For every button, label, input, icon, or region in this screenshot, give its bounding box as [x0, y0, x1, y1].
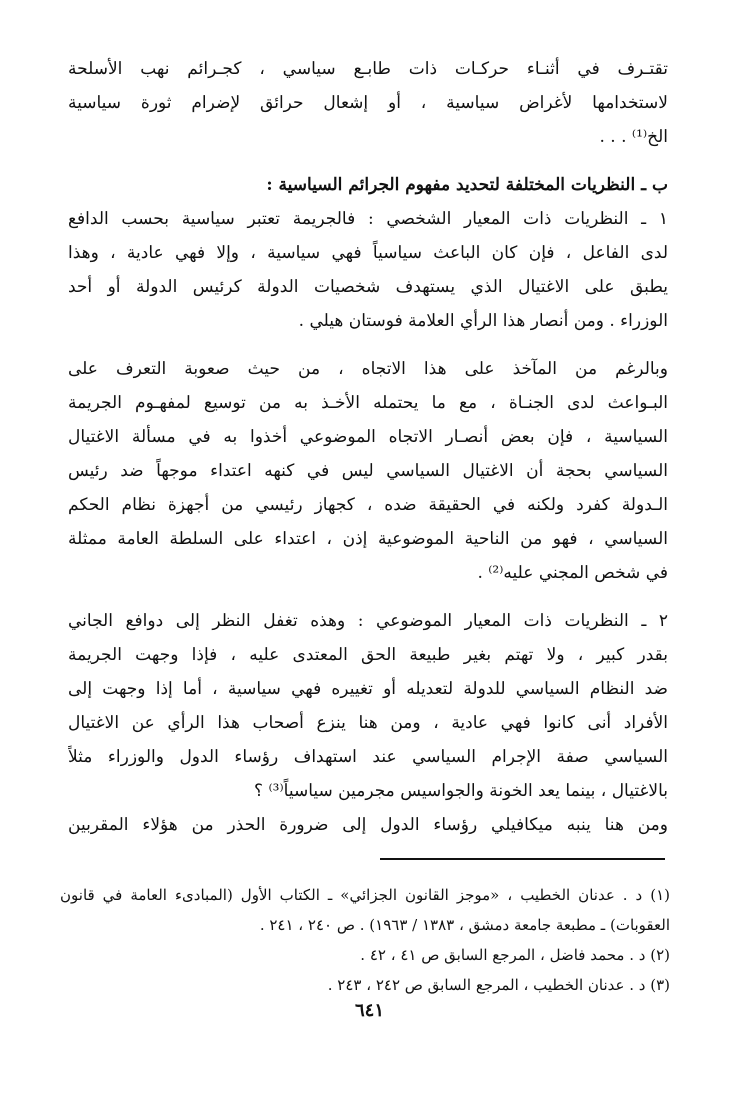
text-line: يطبق على الاغتيال الذي يستهدف شخصيات الدولة كرئيس الدولة أو أحد — [68, 277, 668, 297]
text-line: الوزراء . ومن أنصار هذا الرأي العلامة فوستان هيلي . — [298, 311, 668, 331]
footnote-line: العقوبات) ـ مطبعة جامعة دمشق ، ١٣٨٣ / ١٩٦٣) . ص ٢٤٠ ، ٢٤١ . — [259, 916, 670, 934]
text-line: السياسي بحجة أن الاغتيال السياسي ليس في كنهه اعتداء موجهاً ضد رئيس — [68, 461, 668, 481]
text-line: لدى الفاعل ، فإن كان الباعث سياسياً فهي سياسية ، وإلا فهي عادية ، وهذا — [68, 243, 668, 263]
intro-paragraph — [68, 52, 668, 154]
text-line: السياسي صفة الإجرام السياسي عند استهداف رؤساء الدول والوزراء مثلاً — [68, 747, 668, 767]
main-text — [68, 52, 668, 842]
text-line: الـدولة كفرد ولكنه في الحقيقة ضده ، كجهاز رئيسي من أجهزة نظام الحكم — [68, 495, 668, 515]
text-line: البـواعث لدى الجنـاة ، مع ما يحتمله الأخـذ به من توسيع لمفهـوم الجريمة — [68, 393, 668, 413]
text-line: السياسية ، فإن بعض أنصـار الاتجاه الموضوعي أخذوا به في مسألة الاغتيال — [68, 427, 668, 447]
footnote-line: (٢) د . محمد فاضل ، المرجع السابق ص ٤١ ، ٤٢ . — [360, 946, 670, 964]
objective-criterion-paragraph — [68, 604, 668, 808]
footnote-separator — [380, 858, 665, 860]
text-line: الأفراد أنى كانوا فهي عادية ، ومن هنا ينزع أصحاب هذا الرأي عن الاغتيال — [68, 713, 668, 733]
footnote-line: (١) د . عدنان الخطيب ، «موجز القانون الجزائي» ـ الكتاب الأول (المبادىء العامة في قانون — [60, 886, 670, 904]
text-line: السياسي ، فهو من الناحية الموضوعية إذن ، اعتداء على السلطة العامة ممثلة — [68, 529, 668, 549]
text-line: ٢ ـ النظريات ذات المعيار الموضوعي : وهذه تغفل النظر إلى دوافع الجاني — [68, 611, 668, 631]
criticism-paragraph — [68, 352, 668, 590]
text-line: بقدر كبير ، ولا تهتم بغير طبيعة الحق المعتدى عليه ، فإذا وجهت الجريمة — [68, 645, 668, 665]
text-line: ضد النظام السياسي للدولة لتعديله أو تغييره فهي سياسية ، أما إذا وجهت إلى — [68, 679, 668, 699]
text-line: بالاغتيال ، بينما يعد الخونة والجواسيس مجرمين سياسياً⁽³⁾ ؟ — [254, 781, 668, 801]
text-line: ١ ـ النظريات ذات المعيار الشخصي : فالجريمة تعتبر سياسية بحسب الدافع — [68, 209, 668, 229]
footnote-line: (٣) د . عدنان الخطيب ، المرجع السابق ص ٢٤٢ ، ٢٤٣ . — [327, 976, 670, 994]
footnotes — [60, 880, 670, 1000]
text-line: في شخص المجني عليه⁽²⁾ . — [477, 563, 668, 583]
page-number: ٦٤١ — [354, 1000, 384, 1021]
section-heading: ب ـ النظريات المختلفة لتحديد مفهوم الجرائم السياسية : — [266, 175, 668, 195]
text-line: وبالرغم من المآخذ على هذا الاتجاه ، من حيث صعوبة التعرف على — [68, 359, 668, 379]
subjective-criterion-paragraph — [68, 202, 668, 338]
text-line: لاستخدامها لأغراض سياسية ، أو إشعال حرائق لإضرام ثورة سياسية — [68, 93, 668, 113]
text-line: الخ⁽¹⁾ . . . — [599, 127, 668, 147]
closing-line: ومن هنا ينبه ميكافيلي رؤساء الدول إلى ضرورة الحذر من هؤلاء المقربين — [68, 815, 668, 835]
text-line: تقتـرف في أثنـاء حركـات ذات طابـع سياسي ، كجـرائم نهب الأسلحة — [68, 59, 668, 79]
